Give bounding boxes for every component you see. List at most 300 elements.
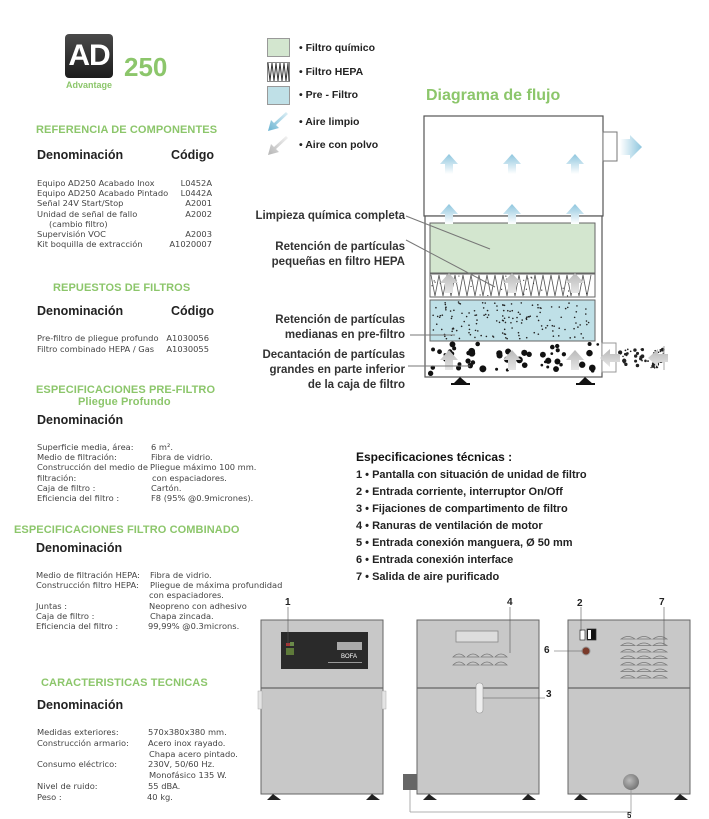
dust-dot xyxy=(551,306,553,308)
dust-dot xyxy=(550,352,553,355)
table-row xyxy=(36,601,276,611)
unit-views xyxy=(255,595,709,819)
dust-dot xyxy=(569,337,571,339)
dust-dot xyxy=(516,321,518,323)
dust-dot xyxy=(476,323,478,325)
dust-dot xyxy=(510,322,512,324)
dust-dot xyxy=(439,316,441,318)
foot-left xyxy=(453,377,468,384)
dust-dot xyxy=(579,362,585,368)
dust-dot xyxy=(568,290,569,291)
row-name: Filtro combinado HEPA / Gas xyxy=(37,343,155,354)
dust-dot xyxy=(469,350,476,357)
dust-dot xyxy=(588,342,592,346)
legend-label-hepa: • Filtro HEPA xyxy=(299,66,364,78)
row-name: Peso : xyxy=(37,791,62,802)
bofa-logo: BOFA xyxy=(340,654,358,660)
row-name: Construcción del medio de xyxy=(37,462,148,473)
dust-dot xyxy=(444,335,446,337)
dust-dot xyxy=(529,315,531,317)
dust-dot xyxy=(511,327,513,329)
dust-dot xyxy=(502,332,504,334)
referencia-col-codigo: Código xyxy=(171,148,215,162)
table-row xyxy=(36,611,276,621)
dust-dot xyxy=(504,329,506,331)
dust-dot xyxy=(575,322,577,324)
dust-dot xyxy=(451,331,453,333)
dust-dot xyxy=(660,350,662,352)
dust-dot xyxy=(487,295,488,296)
table-row xyxy=(37,473,262,483)
dust-dot xyxy=(501,289,502,290)
dust-dot xyxy=(437,349,442,354)
row-code: L0452A xyxy=(180,178,212,188)
dust-dot xyxy=(433,329,435,331)
dust-dot xyxy=(496,320,498,322)
table-row xyxy=(37,219,212,229)
referencia-table xyxy=(37,178,212,249)
row-value: 6 m². xyxy=(151,442,173,452)
dust-dot xyxy=(502,320,504,322)
dust-dot xyxy=(470,334,472,336)
row-value: Cartón. xyxy=(151,482,182,493)
table-row xyxy=(37,442,262,452)
dust-dot xyxy=(519,313,521,315)
specs-list xyxy=(356,467,587,586)
dust-dot xyxy=(522,362,528,368)
callout-6: 6 xyxy=(544,645,550,656)
dust-dot xyxy=(536,316,538,318)
dust-dot xyxy=(504,305,506,307)
status-led-block xyxy=(286,648,294,655)
dust-dot xyxy=(562,352,566,356)
dust-dot xyxy=(627,349,629,351)
row-name: Eficiencia del filtro : xyxy=(36,620,119,631)
row-name: Medio de filtración: xyxy=(37,452,117,463)
dust-dot xyxy=(544,360,547,363)
row-value: Chapa zincada. xyxy=(150,610,214,621)
legend-label-dusty-air: • Aire con polvo xyxy=(299,139,379,151)
dust-dot xyxy=(483,314,485,316)
dust-dot xyxy=(466,316,468,318)
model-number: 250 xyxy=(124,52,168,82)
dust-dot xyxy=(519,338,521,340)
side-display-window xyxy=(456,631,498,642)
table-row xyxy=(37,749,242,760)
dust-dot xyxy=(476,319,478,321)
row-value: Acero inox rayado. xyxy=(148,737,226,748)
dust-dot xyxy=(573,328,575,330)
dust-dot xyxy=(504,317,506,319)
table-row xyxy=(37,738,242,749)
referencia-title: REFERENCIA DE COMPONENTES xyxy=(36,124,218,136)
row-value: Fibra de vidrio. xyxy=(151,452,213,463)
chemical-filter-swatch xyxy=(267,38,290,57)
dust-dot xyxy=(465,358,470,363)
row-value: Pliegue máximo 100 mm. xyxy=(150,462,257,473)
dusty-air-in-arrow xyxy=(648,349,668,367)
dust-dot xyxy=(505,337,507,339)
dust-dot xyxy=(453,309,455,311)
dust-dot xyxy=(445,306,447,308)
dust-dot xyxy=(579,324,581,326)
dust-dot xyxy=(539,312,541,314)
clean-air-out-arrow xyxy=(620,135,642,159)
spec-item: 4 • Ranuras de ventilación de motor xyxy=(356,520,543,532)
spec-item: 5 • Entrada conexión manguera, Ø 50 mm xyxy=(356,537,573,549)
dust-dot xyxy=(445,309,447,311)
dust-dot xyxy=(559,363,562,366)
row-value: con espaciadores. xyxy=(149,590,224,601)
spec-item: 1 • Pantalla con situación de unidad de filtro xyxy=(356,469,587,481)
row-name: Unidad de señal de fallo xyxy=(37,208,138,219)
dust-dot xyxy=(586,324,588,326)
dust-dot xyxy=(586,350,592,356)
dust-dot xyxy=(521,350,527,356)
dust-dot xyxy=(428,371,433,376)
dust-dot xyxy=(440,315,442,317)
repuestos-col-codigo: Código xyxy=(171,304,215,318)
dust-dot xyxy=(505,322,507,324)
dust-dot xyxy=(634,354,637,357)
dust-dot xyxy=(523,280,524,281)
dust-dot xyxy=(485,314,487,316)
dust-dot xyxy=(538,320,540,322)
dust-dot xyxy=(451,316,453,318)
dust-dot xyxy=(431,348,435,352)
side-view xyxy=(403,607,545,800)
dust-dot xyxy=(499,322,501,324)
row-name: Medio de filtración HEPA: xyxy=(36,570,140,580)
dust-dot xyxy=(634,360,637,363)
dust-dot xyxy=(452,327,454,329)
dust-dot xyxy=(461,326,463,328)
caracteristicas-title: CARACTERISTICAS TECNICAS xyxy=(41,677,208,689)
dust-dot xyxy=(520,302,522,304)
dust-dot xyxy=(509,310,511,312)
dust-dot xyxy=(507,310,509,312)
dust-dot xyxy=(558,327,560,329)
dust-dot xyxy=(512,318,514,320)
dust-dot xyxy=(542,328,544,330)
table-row xyxy=(37,792,242,803)
dust-dot xyxy=(538,333,540,335)
legend-label-clean-air: • Aire limpio xyxy=(299,116,360,128)
row-code: A2002 xyxy=(185,208,212,219)
dust-dot xyxy=(456,330,458,332)
dust-dot xyxy=(487,310,489,312)
dust-dot xyxy=(479,365,486,372)
dust-dot xyxy=(504,333,506,335)
table-row xyxy=(37,239,212,249)
dust-dot xyxy=(636,352,639,355)
table-row xyxy=(37,188,212,198)
table-row xyxy=(37,483,262,493)
row-name: Superficie media, área: xyxy=(37,442,134,452)
dust-dot xyxy=(468,332,470,334)
dust-dot xyxy=(633,348,636,351)
dust-dot xyxy=(526,289,527,290)
callout-5: 5 xyxy=(627,812,632,819)
dust-dot xyxy=(553,366,559,372)
dust-dot xyxy=(523,294,524,295)
row-name: Medidas exteriores: xyxy=(37,727,119,737)
dust-dot xyxy=(446,338,448,340)
dust-dot xyxy=(644,360,647,363)
prefiltro-subtitle: Pliegue Profundo xyxy=(78,396,171,408)
dust-dot xyxy=(552,325,554,327)
combinado-title: ESPECIFICACIONES FILTRO COMBINADO xyxy=(14,524,240,536)
diagram-title: Diagrama de flujo xyxy=(426,87,561,104)
dust-dot xyxy=(596,343,599,346)
dust-dot xyxy=(558,335,560,337)
caracteristicas-col-denominacion: Denominación xyxy=(37,698,124,712)
dust-dot xyxy=(540,352,546,358)
diagram-label-prefilter: Retención de partículas medianas en pre-filtro xyxy=(275,314,405,341)
row-code: A2001 xyxy=(185,198,212,209)
diagram-label-decant: Decantación de partículas grandes en parte inferior de la caja de filtro xyxy=(262,349,405,391)
dust-dot xyxy=(475,342,480,347)
dust-dot xyxy=(459,338,461,340)
row-name: Construcción armario: xyxy=(37,737,129,748)
dust-dot xyxy=(563,288,564,289)
table-row xyxy=(37,462,262,472)
dust-dot xyxy=(432,315,434,317)
dust-dot xyxy=(577,326,579,328)
dust-dot xyxy=(591,369,595,373)
dust-dot xyxy=(622,356,624,358)
dust-dot xyxy=(585,308,587,310)
dust-dot xyxy=(458,275,459,276)
dust-dot xyxy=(530,277,531,278)
bofa-logo-mark xyxy=(337,642,362,650)
logo-subtitle: Advantage xyxy=(66,80,113,90)
dust-dot xyxy=(553,325,555,327)
dust-dot xyxy=(518,312,520,314)
hose-inlet xyxy=(623,774,639,790)
row-value: 230V, 50/60 Hz. xyxy=(148,759,215,770)
dust-dot xyxy=(494,302,496,304)
dust-dot xyxy=(502,304,504,306)
dust-dot xyxy=(533,283,534,284)
dust-dot xyxy=(511,303,513,305)
dust-dot xyxy=(585,313,587,315)
callout-3: 3 xyxy=(546,689,552,700)
dust-dot xyxy=(436,323,438,325)
dust-dot xyxy=(568,302,570,304)
dust-dot xyxy=(431,285,432,286)
dust-dot xyxy=(636,364,640,368)
ad-logo: AD xyxy=(65,34,113,78)
dust-dot xyxy=(528,316,530,318)
dust-dot xyxy=(468,312,470,314)
table-row xyxy=(37,759,242,770)
dust-dot xyxy=(650,367,651,368)
dust-dot xyxy=(640,349,642,351)
row-name: (cambio filtro) xyxy=(49,218,108,229)
dust-dot xyxy=(451,318,453,320)
dust-dot xyxy=(483,307,485,309)
dust-dot xyxy=(492,335,494,337)
row-name: filtración: xyxy=(37,472,77,483)
repuestos-title: REPUESTOS DE FILTROS xyxy=(53,282,191,294)
dust-dot xyxy=(463,321,465,323)
dust-dot xyxy=(496,305,498,307)
dust-dot xyxy=(560,316,562,318)
table-row xyxy=(37,333,209,344)
dust-dot xyxy=(564,329,566,331)
dust-dot xyxy=(476,314,478,316)
row-value: 40 kg. xyxy=(147,791,173,802)
table-row xyxy=(37,493,262,503)
row-code: A1030056 xyxy=(166,333,209,343)
dust-dot xyxy=(468,324,470,326)
spec-item: 7 • Salida de aire purificado xyxy=(356,571,500,583)
referencia-col-denominacion: Denominación xyxy=(37,148,124,162)
dust-dot xyxy=(553,335,555,337)
callout-1: 1 xyxy=(285,597,291,608)
dust-dot xyxy=(541,290,542,291)
dust-dot xyxy=(474,337,476,339)
dust-dot xyxy=(541,364,544,367)
foot-right xyxy=(578,377,593,384)
row-name: Supervisión VOC xyxy=(37,228,106,239)
dust-dot xyxy=(586,293,587,294)
dust-dot xyxy=(586,320,588,322)
row-value: Monofásico 135 W. xyxy=(149,770,227,781)
row-name: Consumo eléctrico: xyxy=(37,759,117,770)
callout-7: 7 xyxy=(659,597,665,608)
dust-dot xyxy=(441,329,443,331)
table-row xyxy=(37,209,212,219)
table-row xyxy=(36,570,276,580)
dust-dot xyxy=(487,317,489,319)
prefiltro-col-denominacion: Denominación xyxy=(37,413,124,427)
dust-dot xyxy=(502,315,504,317)
dust-dot xyxy=(480,335,482,337)
row-name: Caja de filtro : xyxy=(36,610,95,621)
dust-dot xyxy=(461,312,463,314)
dust-dot xyxy=(505,275,506,276)
dust-dot xyxy=(475,330,477,332)
repuestos-col-denominacion: Denominación xyxy=(37,304,124,318)
callout-4: 4 xyxy=(507,597,513,608)
front-display-panel xyxy=(281,632,368,669)
row-value: 55 dBA. xyxy=(148,780,181,791)
row-name: Caja de filtro : xyxy=(37,482,96,493)
row-name: Juntas : xyxy=(36,600,68,611)
dust-dot xyxy=(554,358,560,364)
row-value: 99,99% @0.3microns. xyxy=(148,620,240,631)
dust-dot xyxy=(471,280,472,281)
dust-dot xyxy=(580,333,582,335)
specs-title: Especificaciones técnicas : xyxy=(356,450,513,464)
status-led-green xyxy=(290,642,294,646)
dust-dot xyxy=(630,350,632,352)
dust-dot xyxy=(508,317,510,319)
dust-dot xyxy=(576,305,578,307)
air-outlet xyxy=(603,132,617,161)
table-row xyxy=(37,229,212,239)
dust-dot xyxy=(458,301,460,303)
table-row xyxy=(37,344,209,355)
table-row xyxy=(37,770,242,781)
row-code: A1020007 xyxy=(169,239,212,250)
dust-dot xyxy=(582,337,584,339)
row-value: con espaciadores. xyxy=(152,472,227,483)
dust-dot xyxy=(533,332,535,334)
callout-2: 2 xyxy=(577,598,583,609)
dust-dot xyxy=(516,317,518,319)
dust-dot xyxy=(450,310,452,312)
spec-item: 2 • Entrada corriente, interruptor On/Off xyxy=(356,486,563,498)
dust-dot xyxy=(537,307,539,309)
table-row xyxy=(37,178,212,188)
dust-dot xyxy=(574,317,576,319)
dust-dot xyxy=(526,319,528,321)
spec-item: 3 • Fijaciones de compartimento de filtro xyxy=(356,503,568,515)
dust-dot xyxy=(497,352,503,358)
dust-dot xyxy=(477,330,479,332)
row-code: A2003 xyxy=(185,228,212,239)
dust-dot xyxy=(552,330,554,332)
row-value: Chapa acero pintado. xyxy=(149,748,238,759)
hepa-filter-swatch xyxy=(267,62,290,82)
dust-dot xyxy=(474,310,476,312)
dust-dot xyxy=(546,365,549,368)
row-value: Pliegue de máxima profundidad xyxy=(150,580,283,591)
row-value: Fibra de vidrio. xyxy=(150,570,212,580)
dust-dot xyxy=(550,345,555,350)
row-name: Construcción filtro HEPA: xyxy=(36,580,139,591)
front-view xyxy=(258,607,386,800)
caracteristicas-table xyxy=(37,727,242,803)
row-name: Kit boquilla de extracción xyxy=(37,239,143,250)
dust-dot xyxy=(518,335,520,337)
dust-dot xyxy=(541,325,543,327)
combinado-col-denominacion: Denominación xyxy=(36,541,123,555)
dust-dot xyxy=(511,310,513,312)
dust-dot xyxy=(506,338,508,340)
dust-dot xyxy=(624,353,627,356)
row-code: A1030055 xyxy=(166,343,209,354)
dust-dot xyxy=(470,286,471,287)
dust-dot xyxy=(547,325,549,327)
row-value: 570x380x380 mm. xyxy=(148,727,227,737)
table-row xyxy=(36,580,283,591)
row-value: Neopreno con adhesivo xyxy=(149,600,247,611)
dust-dot xyxy=(556,348,560,352)
row-name: Equipo AD250 Acabado Pintado xyxy=(37,188,169,199)
prefiltro-table xyxy=(37,442,262,503)
table-row xyxy=(37,727,242,738)
table-row xyxy=(36,590,276,600)
dust-dot xyxy=(555,344,559,348)
dust-dot xyxy=(549,319,551,321)
dust-dot xyxy=(469,329,471,331)
dust-dot xyxy=(567,295,568,296)
row-name: Equipo AD250 Acabado Inox xyxy=(37,178,155,188)
pre-filter-swatch xyxy=(267,86,290,105)
dust-dot xyxy=(486,336,488,338)
dust-dot xyxy=(482,302,484,304)
dust-dot xyxy=(588,322,590,324)
dust-dot xyxy=(567,307,569,309)
dust-dot xyxy=(442,314,444,316)
row-code: L0442A xyxy=(180,188,212,199)
dust-dot xyxy=(518,276,519,277)
diagram-label-hepa: Retención de partículas pequeñas en filtro HEPA xyxy=(271,241,405,268)
